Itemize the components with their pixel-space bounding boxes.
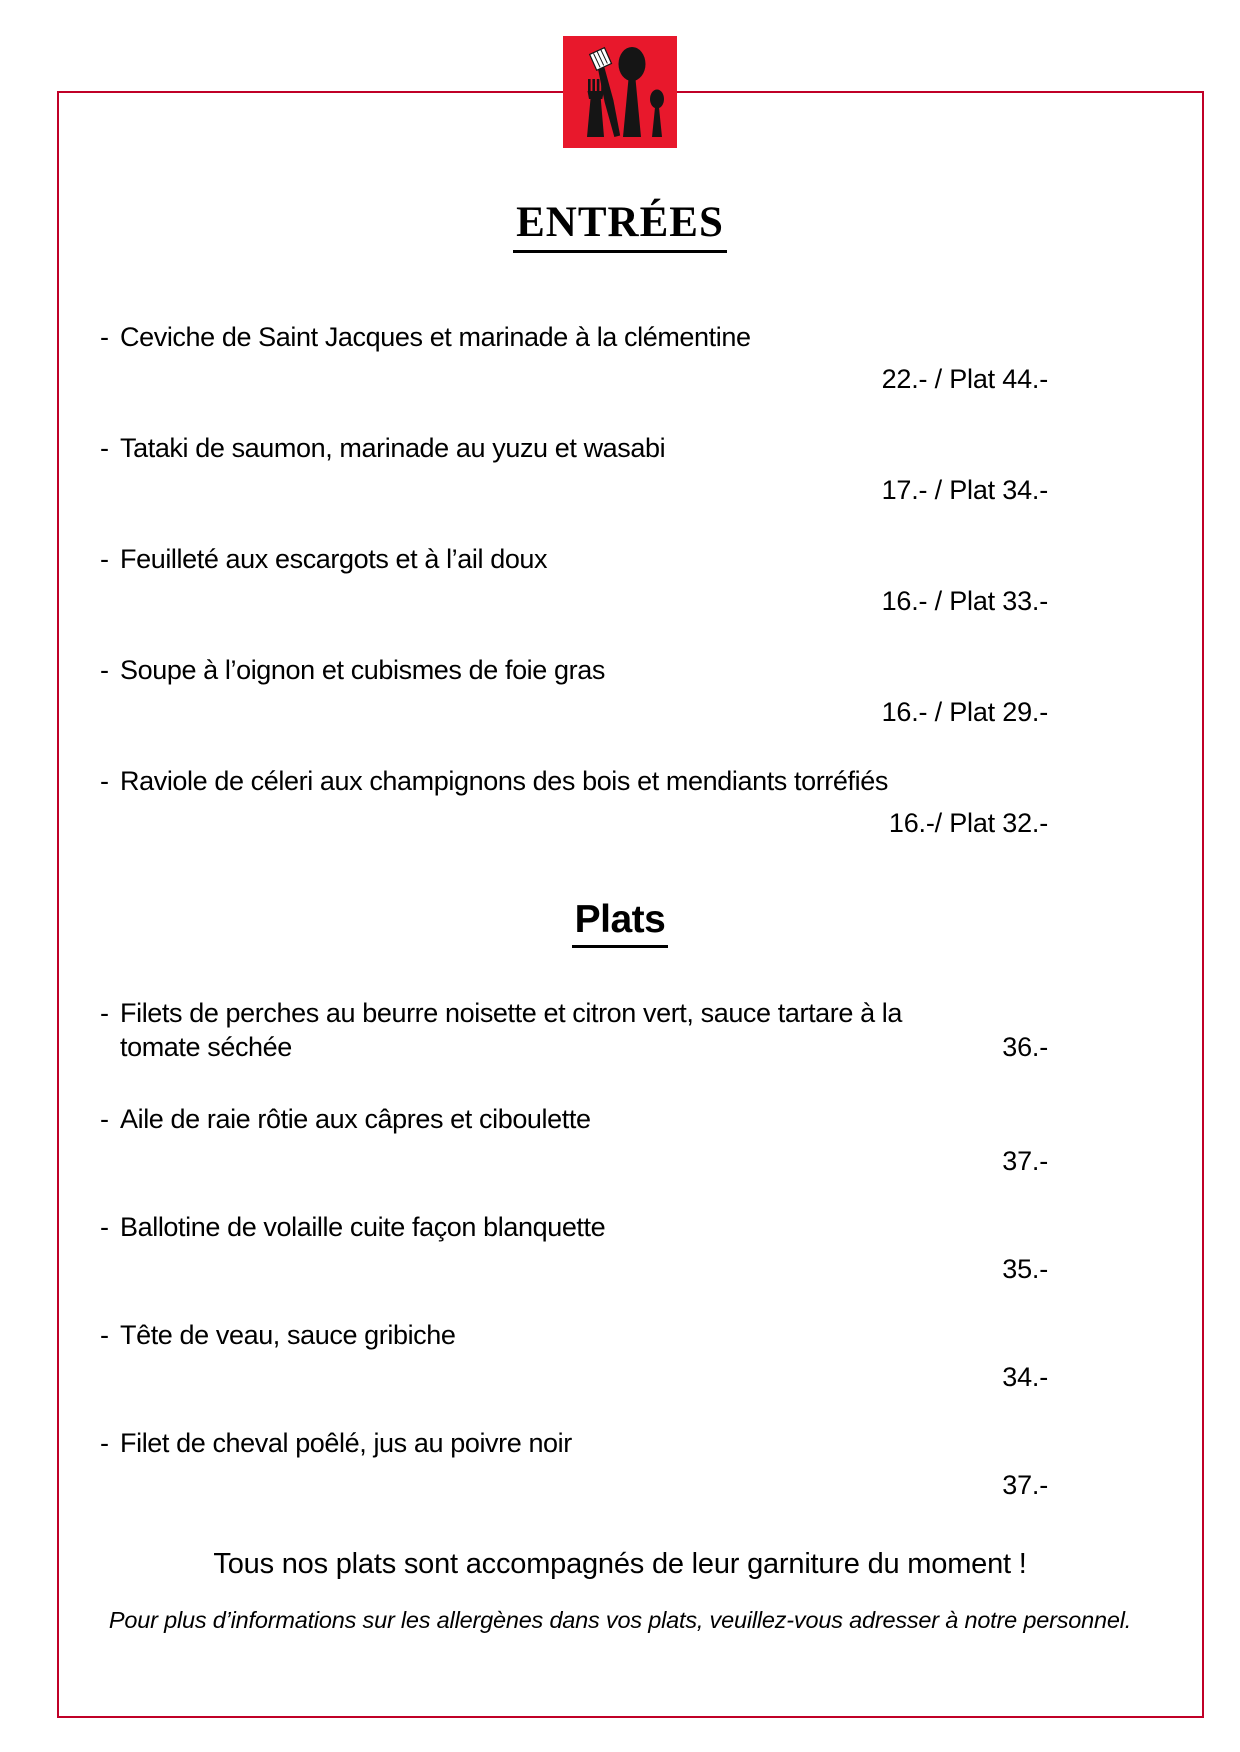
item-name: Ceviche de Saint Jacques et marinade à la clémentine bbox=[120, 322, 751, 352]
menu-item-ballotine bbox=[100, 1210, 1048, 1286]
item-price: 37.- bbox=[1002, 1146, 1048, 1176]
plats-section-title bbox=[0, 898, 1240, 948]
menu-item-feuillete bbox=[100, 542, 1048, 618]
item-bullet: - bbox=[100, 1320, 109, 1350]
item-name: Ballotine de volaille cuite façon blanquette bbox=[120, 1212, 606, 1242]
item-price: 34.- bbox=[1002, 1362, 1048, 1392]
item-bullet: - bbox=[100, 766, 109, 796]
entrees-title-text: ENTRÉES bbox=[513, 198, 727, 253]
item-name-row bbox=[100, 320, 1048, 354]
item-price: 16.- / Plat 33.- bbox=[881, 586, 1048, 616]
item-bullet: - bbox=[100, 655, 109, 685]
item-name: Raviole de céleri aux champignons des bois et mendiants torréfiés bbox=[120, 766, 888, 796]
item-name-row bbox=[100, 653, 1048, 687]
item-name-row bbox=[100, 1102, 1048, 1136]
item-price: 35.- bbox=[1002, 1254, 1048, 1284]
item-name-row bbox=[100, 764, 1048, 798]
item-name-row bbox=[100, 996, 1048, 1064]
item-bullet: - bbox=[100, 1212, 109, 1242]
item-name-row bbox=[100, 431, 1048, 465]
item-name-row bbox=[100, 1426, 1048, 1460]
item-name: Soupe à l’oignon et cubismes de foie gras bbox=[120, 655, 605, 685]
item-name-row bbox=[100, 1318, 1048, 1352]
item-bullet: - bbox=[100, 433, 109, 463]
item-bullet: - bbox=[100, 1428, 109, 1458]
item-bullet: - bbox=[100, 322, 109, 352]
item-name-row bbox=[100, 1210, 1048, 1244]
item-name: Aile de raie rôtie aux câpres et ciboulette bbox=[120, 1104, 591, 1134]
item-name: Filet de cheval poêlé, jus au poivre noir bbox=[120, 1428, 572, 1458]
menu-item-cheval bbox=[100, 1426, 1048, 1502]
item-name: Filets de perches au beurre noisette et citron vert, sauce tartare à la tomate séchée bbox=[120, 998, 903, 1062]
item-price: 16.-/ Plat 32.- bbox=[888, 808, 1048, 838]
item-bullet: - bbox=[100, 544, 109, 574]
plats-list bbox=[100, 996, 1048, 1534]
menu-item-tete-de-veau bbox=[100, 1318, 1048, 1394]
restaurant-logo bbox=[563, 36, 677, 148]
item-price: 16.- / Plat 29.- bbox=[881, 697, 1048, 727]
plats-title-text: Plats bbox=[572, 898, 669, 948]
menu-item-tataki bbox=[100, 431, 1048, 507]
entrees-list bbox=[100, 320, 1048, 875]
cutlery-icon bbox=[570, 43, 670, 141]
entrees-section-title bbox=[0, 198, 1240, 253]
item-name: Feuilleté aux escargots et à l’ail doux bbox=[120, 544, 548, 574]
menu-item-ceviche bbox=[100, 320, 1048, 396]
menu-item-soupe bbox=[100, 653, 1048, 729]
garnish-note: Tous nos plats sont accompagnés de leur garniture du moment ! bbox=[213, 1548, 1027, 1580]
item-name: Tête de veau, sauce gribiche bbox=[120, 1320, 456, 1350]
item-price: 17.- / Plat 34.- bbox=[881, 475, 1048, 505]
item-name: Tataki de saumon, marinade au yuzu et wasabi bbox=[120, 433, 666, 463]
item-name-row bbox=[100, 542, 1048, 576]
allergen-note: Pour plus d’informations sur les allergènes dans vos plats, veuillez-vous adresser à notre personnel. bbox=[108, 1607, 1132, 1633]
item-price: 22.- / Plat 44.- bbox=[881, 364, 1048, 394]
menu-item-raviole bbox=[100, 764, 1048, 840]
item-bullet: - bbox=[100, 998, 109, 1028]
item-price: 36.- bbox=[1002, 1032, 1048, 1062]
menu-item-raie bbox=[100, 1102, 1048, 1178]
menu-item-perches bbox=[100, 996, 1048, 1064]
item-price: 37.- bbox=[1002, 1470, 1048, 1500]
item-bullet: - bbox=[100, 1104, 109, 1134]
